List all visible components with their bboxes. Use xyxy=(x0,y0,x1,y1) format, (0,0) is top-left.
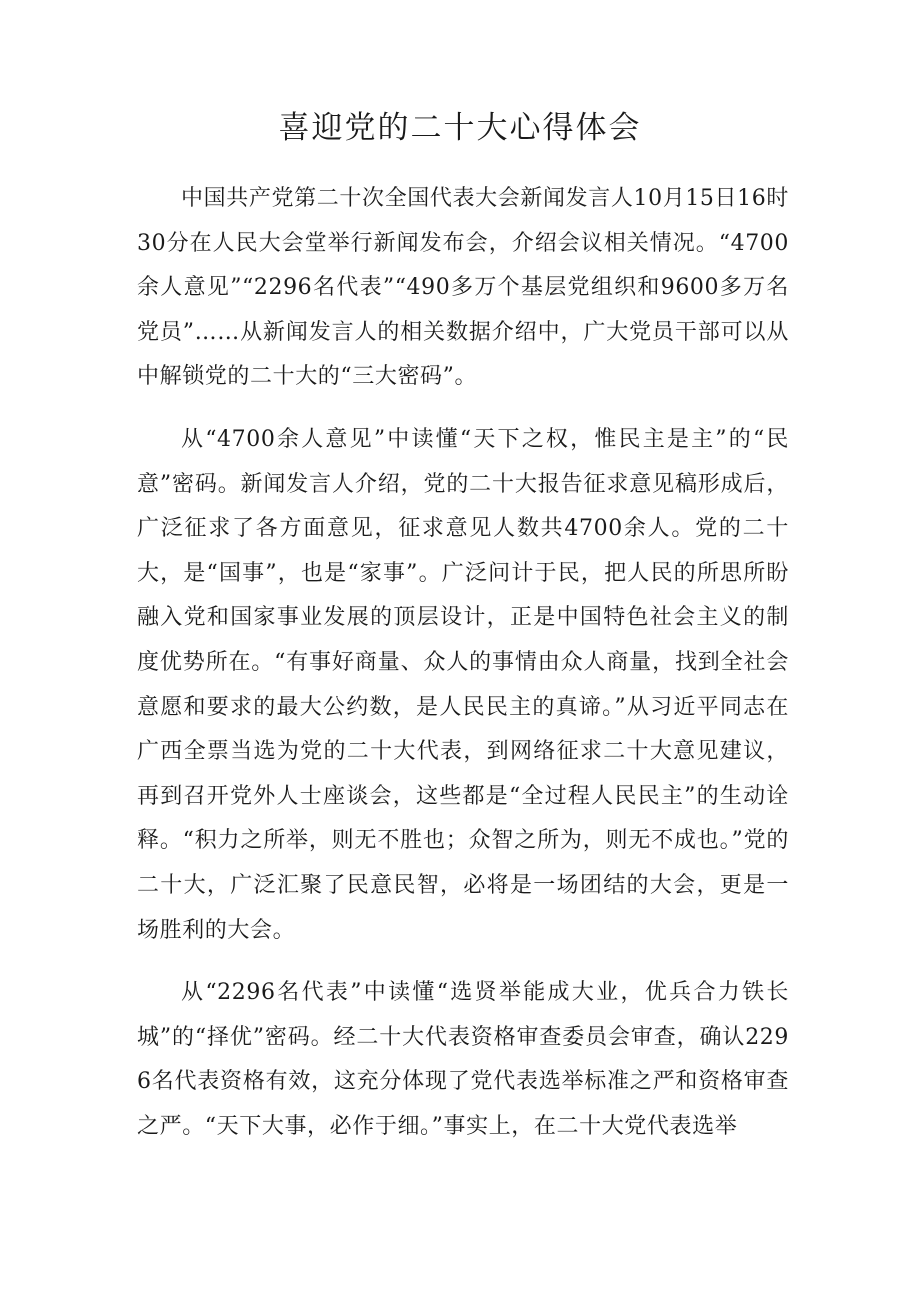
paragraph-1: 中国共产党第二十次全国代表大会新闻发言人10月15日16时30分在人民大会堂举行新闻发布会，介绍会议相关情况。“4700余人意见”“2296名代表”“490多万个基层党组织和9600多万名党员”……从新闻发言人的相关数据介绍中，广大党员干部可以从中解锁党的二十大的“三大密码”。 xyxy=(137,186,789,390)
document-title: 喜迎党的二十大心得体会 xyxy=(278,110,642,146)
document-body xyxy=(137,177,789,1167)
paragraph-2: 从“4700余人意见”中读懂“天下之权，惟民主是主”的“民意”密码。新闻发言人介绍，党的二十大报告征求意见稿形成后，广泛征求了各方面意见，征求意见人数共4700余人。党的二十大，是“国事”，也是“家事”。广泛问计于民，把人民的所思所盼融入党和国家事业发展的顶层设计，正是中国特色社会主义的制度优势所在。“有事好商量、众人的事情由众人商量，找到全社会意愿和要求的最大公约数，是人民民主的真谛。”从习近平同志在广西全票当选为党的二十大代表，到网络征求二十大意见建议，再到召开党外人士座谈会，这些都是“全过程人民民主”的生动诠释。“积力之所举，则无不胜也；众智之所为，则无不成也。”党的二十大，广泛汇聚了民意民智，必将是一场团结的大会，更是一场胜利的大会。 xyxy=(137,426,789,943)
paragraph-3: 从“2296名代表”中读懂“选贤举能成大业，优兵合力铁长城”的“择优”密码。经二十大代表资格审查委员会审查，确认2296名代表资格有效，这充分体现了党代表选举标准之严和资格审查之严。“天下大事，必作于细。”事实上，在二十大党代表选举 xyxy=(137,980,789,1139)
